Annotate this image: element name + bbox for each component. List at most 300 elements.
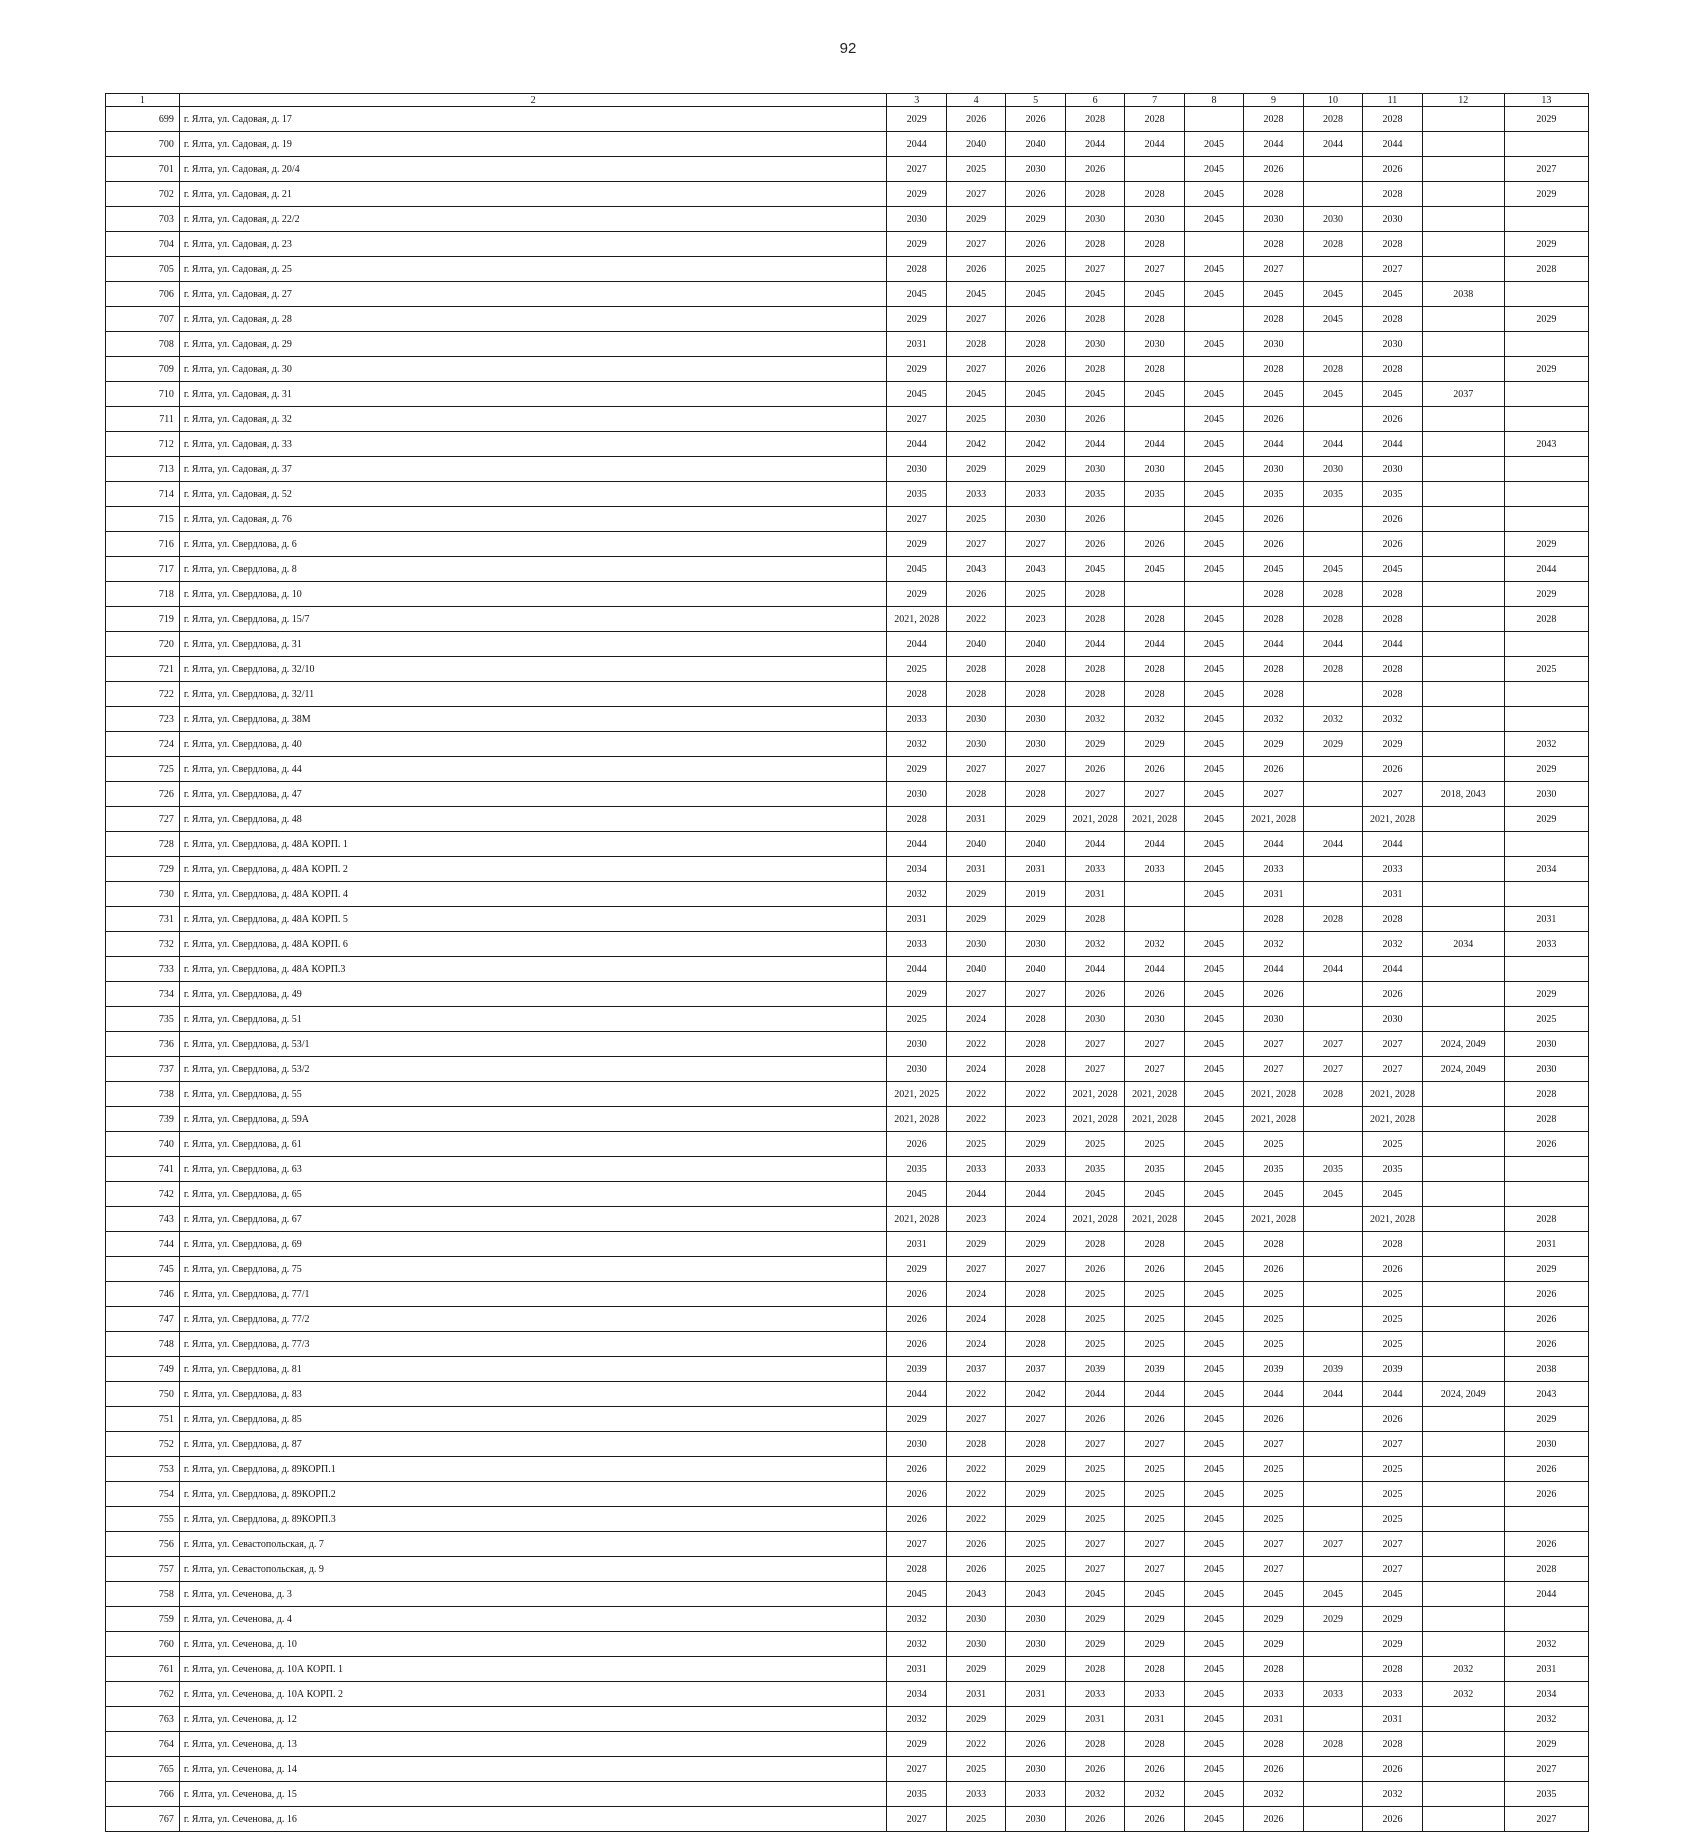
- table-row: [106, 1482, 1589, 1507]
- year-cell: 2045: [946, 382, 1005, 407]
- row-number-cell: 703: [106, 207, 180, 232]
- year-cell: 2030: [1006, 707, 1065, 732]
- year-cell: 2029: [1504, 107, 1588, 132]
- year-cell: 2026: [1504, 1307, 1588, 1332]
- year-cell: 2035: [1363, 482, 1422, 507]
- year-cell: 2026: [1244, 532, 1303, 557]
- year-cell: 2027: [946, 357, 1005, 382]
- year-cell: 2028: [1363, 1732, 1422, 1757]
- address-cell: г. Ялта, ул. Сеченова, д. 3: [179, 1582, 887, 1607]
- column-header: 12: [1422, 94, 1504, 107]
- year-cell: 2030: [946, 1632, 1005, 1657]
- year-cell: 2028: [1006, 1307, 1065, 1332]
- column-header: 10: [1303, 94, 1362, 107]
- year-cell: [1184, 232, 1243, 257]
- year-cell: 2027: [1504, 1807, 1588, 1832]
- schedule-table: [105, 93, 1589, 1832]
- year-cell: [1303, 1282, 1362, 1307]
- year-cell: 2045: [1184, 1632, 1243, 1657]
- row-number-cell: 742: [106, 1182, 180, 1207]
- year-cell: 2026: [1363, 157, 1422, 182]
- row-number-cell: 734: [106, 982, 180, 1007]
- address-cell: г. Ялта, ул. Свердлова, д. 89КОРП.3: [179, 1507, 887, 1532]
- year-cell: 2029: [1504, 582, 1588, 607]
- year-cell: [1422, 457, 1504, 482]
- year-cell: 2028: [1244, 657, 1303, 682]
- year-cell: 2030: [1504, 1432, 1588, 1457]
- year-cell: 2045: [1363, 557, 1422, 582]
- table-row: [106, 282, 1589, 307]
- year-cell: 2028: [1125, 1232, 1184, 1257]
- year-cell: 2030: [1006, 1632, 1065, 1657]
- year-cell: [1422, 1432, 1504, 1457]
- table-row: [106, 1532, 1589, 1557]
- year-cell: [1303, 1257, 1362, 1282]
- year-cell: 2027: [1125, 1432, 1184, 1457]
- year-cell: 2028: [1363, 107, 1422, 132]
- address-cell: г. Ялта, ул. Севастопольская, д. 9: [179, 1557, 887, 1582]
- year-cell: [1422, 1107, 1504, 1132]
- year-cell: 2027: [1125, 1557, 1184, 1582]
- table-row: [106, 1157, 1589, 1182]
- year-cell: [1303, 1132, 1362, 1157]
- year-cell: 2039: [887, 1357, 946, 1382]
- year-cell: 2029: [887, 757, 946, 782]
- year-cell: 2025: [1504, 657, 1588, 682]
- year-cell: 2030: [887, 1432, 946, 1457]
- year-cell: 2045: [1184, 957, 1243, 982]
- year-cell: 2045: [1184, 832, 1243, 857]
- year-cell: [1422, 832, 1504, 857]
- year-cell: 2028: [1363, 182, 1422, 207]
- year-cell: 2022: [946, 1732, 1005, 1757]
- year-cell: 2029: [887, 182, 946, 207]
- year-cell: 2028: [887, 1557, 946, 1582]
- year-cell: [1422, 582, 1504, 607]
- year-cell: 2045: [1184, 1782, 1243, 1807]
- year-cell: 2025: [1006, 1557, 1065, 1582]
- year-cell: 2028: [1303, 357, 1362, 382]
- year-cell: [1422, 1507, 1504, 1532]
- year-cell: 2027: [1065, 1557, 1124, 1582]
- year-cell: [1422, 207, 1504, 232]
- address-cell: г. Ялта, ул. Свердлова, д. 75: [179, 1257, 887, 1282]
- year-cell: 2028: [1125, 232, 1184, 257]
- year-cell: 2031: [887, 332, 946, 357]
- year-cell: [1303, 182, 1362, 207]
- row-number-cell: 754: [106, 1482, 180, 1507]
- year-cell: 2040: [1006, 832, 1065, 857]
- year-cell: 2026: [1504, 1282, 1588, 1307]
- year-cell: 2030: [1303, 207, 1362, 232]
- year-cell: [1422, 307, 1504, 332]
- year-cell: 2019: [1006, 882, 1065, 907]
- year-cell: [1422, 1157, 1504, 1182]
- year-cell: 2025: [1363, 1482, 1422, 1507]
- year-cell: [1422, 1707, 1504, 1732]
- year-cell: 2026: [887, 1457, 946, 1482]
- year-cell: 2045: [1244, 1582, 1303, 1607]
- year-cell: 2032: [1065, 932, 1124, 957]
- address-cell: г. Ялта, ул. Свердлова, д. 67: [179, 1207, 887, 1232]
- year-cell: 2038: [1422, 282, 1504, 307]
- address-cell: г. Ялта, ул. Садовая, д. 33: [179, 432, 887, 457]
- year-cell: [1422, 232, 1504, 257]
- year-cell: 2028: [1363, 682, 1422, 707]
- address-cell: г. Ялта, ул. Свердлова, д. 89КОРП.2: [179, 1482, 887, 1507]
- year-cell: 2028: [1244, 357, 1303, 382]
- address-cell: г. Ялта, ул. Свердлова, д. 53/1: [179, 1032, 887, 1057]
- year-cell: 2026: [1504, 1332, 1588, 1357]
- table-row: [106, 432, 1589, 457]
- year-cell: 2031: [1065, 1707, 1124, 1732]
- year-cell: 2044: [1125, 632, 1184, 657]
- address-cell: г. Ялта, ул. Свердлова, д. 32/10: [179, 657, 887, 682]
- address-cell: г. Ялта, ул. Свердлова, д. 10: [179, 582, 887, 607]
- year-cell: 2045: [1184, 707, 1243, 732]
- row-number-cell: 726: [106, 782, 180, 807]
- address-cell: г. Ялта, ул. Свердлова, д. 69: [179, 1232, 887, 1257]
- year-cell: 2021, 2028: [1244, 807, 1303, 832]
- year-cell: 2045: [1184, 1032, 1243, 1057]
- year-cell: 2028: [1065, 907, 1124, 932]
- year-cell: 2045: [1184, 1057, 1243, 1082]
- year-cell: 2027: [1244, 1032, 1303, 1057]
- year-cell: 2030: [1006, 1807, 1065, 1832]
- year-cell: 2031: [1504, 907, 1588, 932]
- year-cell: [1422, 1182, 1504, 1207]
- address-cell: г. Ялта, ул. Свердлова, д. 40: [179, 732, 887, 757]
- year-cell: 2044: [1125, 957, 1184, 982]
- year-cell: 2027: [1006, 1407, 1065, 1432]
- year-cell: 2027: [1244, 1057, 1303, 1082]
- year-cell: 2029: [887, 582, 946, 607]
- year-cell: 2045: [1184, 332, 1243, 357]
- row-number-cell: 724: [106, 732, 180, 757]
- year-cell: [1422, 1557, 1504, 1582]
- address-cell: г. Ялта, ул. Свердлова, д. 48А КОРП. 5: [179, 907, 887, 932]
- year-cell: 2032: [1363, 1782, 1422, 1807]
- year-cell: 2045: [1184, 732, 1243, 757]
- year-cell: [1422, 1807, 1504, 1832]
- table-row: [106, 1357, 1589, 1382]
- year-cell: 2028: [1363, 1232, 1422, 1257]
- year-cell: [1303, 1432, 1362, 1457]
- year-cell: 2044: [1244, 432, 1303, 457]
- year-cell: 2021, 2028: [1244, 1207, 1303, 1232]
- table-row: [106, 632, 1589, 657]
- year-cell: 2045: [1184, 132, 1243, 157]
- row-number-cell: 721: [106, 657, 180, 682]
- row-number-cell: 749: [106, 1357, 180, 1382]
- column-header: 6: [1065, 94, 1124, 107]
- year-cell: 2044: [946, 1182, 1005, 1207]
- year-cell: 2045: [1303, 1582, 1362, 1607]
- row-number-cell: 766: [106, 1782, 180, 1807]
- year-cell: 2028: [1303, 582, 1362, 607]
- year-cell: 2021, 2028: [1125, 1207, 1184, 1232]
- year-cell: [1422, 1082, 1504, 1107]
- table-row: [106, 907, 1589, 932]
- year-cell: 2030: [1006, 157, 1065, 182]
- column-header: 2: [179, 94, 887, 107]
- column-header: 1: [106, 94, 180, 107]
- year-cell: 2037: [946, 1357, 1005, 1382]
- year-cell: 2029: [1504, 357, 1588, 382]
- row-number-cell: 707: [106, 307, 180, 332]
- year-cell: 2031: [1363, 1707, 1422, 1732]
- year-cell: 2045: [1125, 557, 1184, 582]
- year-cell: 2030: [1006, 932, 1065, 957]
- row-number-cell: 744: [106, 1232, 180, 1257]
- year-cell: 2027: [1363, 1032, 1422, 1057]
- year-cell: [1303, 857, 1362, 882]
- year-cell: 2032: [1363, 707, 1422, 732]
- year-cell: 2045: [1184, 607, 1243, 632]
- year-cell: 2045: [1184, 1007, 1243, 1032]
- year-cell: [1422, 957, 1504, 982]
- year-cell: 2045: [1184, 1282, 1243, 1307]
- year-cell: 2045: [1065, 282, 1124, 307]
- table-row: [106, 1307, 1589, 1332]
- year-cell: 2045: [1184, 1407, 1243, 1432]
- table-row: [106, 1557, 1589, 1582]
- year-cell: [1422, 1357, 1504, 1382]
- year-cell: 2035: [1303, 482, 1362, 507]
- year-cell: 2045: [1244, 382, 1303, 407]
- address-cell: г. Ялта, ул. Свердлова, д. 15/7: [179, 607, 887, 632]
- year-cell: [1422, 1207, 1504, 1232]
- year-cell: 2033: [1065, 857, 1124, 882]
- year-cell: 2030: [1303, 457, 1362, 482]
- year-cell: 2045: [1303, 382, 1362, 407]
- year-cell: 2032: [1504, 1632, 1588, 1657]
- year-cell: 2025: [946, 1132, 1005, 1157]
- year-cell: 2033: [1363, 857, 1422, 882]
- year-cell: 2030: [946, 932, 1005, 957]
- column-header: 4: [946, 94, 1005, 107]
- year-cell: 2025: [1125, 1307, 1184, 1332]
- table-row: [106, 1607, 1589, 1632]
- year-cell: 2033: [1244, 857, 1303, 882]
- row-number-cell: 717: [106, 557, 180, 582]
- year-cell: 2044: [1244, 132, 1303, 157]
- year-cell: 2025: [1363, 1332, 1422, 1357]
- year-cell: 2045: [1184, 1582, 1243, 1607]
- table-row: [106, 107, 1589, 132]
- year-cell: 2045: [1125, 1182, 1184, 1207]
- year-cell: 2045: [1184, 1232, 1243, 1257]
- year-cell: 2044: [1363, 832, 1422, 857]
- year-cell: 2026: [1244, 1407, 1303, 1432]
- year-cell: 2027: [1125, 782, 1184, 807]
- year-cell: 2045: [1184, 1207, 1243, 1232]
- year-cell: 2030: [946, 732, 1005, 757]
- year-cell: 2044: [1303, 132, 1362, 157]
- year-cell: 2025: [1125, 1282, 1184, 1307]
- year-cell: 2043: [1504, 1382, 1588, 1407]
- year-cell: 2025: [1244, 1457, 1303, 1482]
- address-cell: г. Ялта, ул. Свердлова, д. 53/2: [179, 1057, 887, 1082]
- year-cell: 2026: [1504, 1532, 1588, 1557]
- year-cell: 2033: [1363, 1682, 1422, 1707]
- year-cell: 2028: [1065, 582, 1124, 607]
- year-cell: [1504, 132, 1588, 157]
- year-cell: 2021, 2028: [887, 607, 946, 632]
- year-cell: 2045: [1184, 1432, 1243, 1457]
- year-cell: [1303, 532, 1362, 557]
- column-header: 13: [1504, 94, 1588, 107]
- year-cell: 2044: [887, 957, 946, 982]
- year-cell: [1422, 107, 1504, 132]
- year-cell: 2022: [946, 1382, 1005, 1407]
- year-cell: 2028: [1244, 307, 1303, 332]
- year-cell: 2026: [1244, 1807, 1303, 1832]
- year-cell: 2018, 2043: [1422, 782, 1504, 807]
- year-cell: 2026: [1244, 507, 1303, 532]
- table-row: [106, 1332, 1589, 1357]
- year-cell: 2045: [1184, 807, 1243, 832]
- year-cell: 2027: [1125, 1032, 1184, 1057]
- year-cell: 2030: [887, 1032, 946, 1057]
- year-cell: 2029: [1065, 1632, 1124, 1657]
- address-cell: г. Ялта, ул. Свердлова, д. 61: [179, 1132, 887, 1157]
- row-number-cell: 762: [106, 1682, 180, 1707]
- row-number-cell: 755: [106, 1507, 180, 1532]
- address-cell: г. Ялта, ул. Свердлова, д. 8: [179, 557, 887, 582]
- table-row: [106, 1432, 1589, 1457]
- year-cell: [1125, 582, 1184, 607]
- year-cell: [1422, 357, 1504, 382]
- table-row: [106, 732, 1589, 757]
- year-cell: 2044: [1363, 957, 1422, 982]
- year-cell: [1422, 807, 1504, 832]
- year-cell: 2029: [1504, 182, 1588, 207]
- year-cell: 2027: [1363, 782, 1422, 807]
- year-cell: 2045: [1006, 382, 1065, 407]
- year-cell: 2045: [1184, 257, 1243, 282]
- year-cell: 2045: [1184, 1357, 1243, 1382]
- year-cell: 2043: [946, 557, 1005, 582]
- year-cell: 2045: [1184, 1657, 1243, 1682]
- header-row: [106, 94, 1589, 107]
- year-cell: 2025: [1065, 1132, 1124, 1157]
- year-cell: [1422, 882, 1504, 907]
- table-row: [106, 707, 1589, 732]
- address-cell: г. Ялта, ул. Сеченова, д. 15: [179, 1782, 887, 1807]
- year-cell: 2030: [1006, 507, 1065, 532]
- year-cell: 2031: [1065, 882, 1124, 907]
- year-cell: 2030: [1244, 1007, 1303, 1032]
- year-cell: [1422, 1257, 1504, 1282]
- year-cell: 2032: [887, 732, 946, 757]
- year-cell: 2045: [1184, 632, 1243, 657]
- year-cell: 2044: [1065, 132, 1124, 157]
- year-cell: 2022: [946, 607, 1005, 632]
- year-cell: 2045: [1184, 1482, 1243, 1507]
- address-cell: г. Ялта, ул. Свердлова, д. 63: [179, 1157, 887, 1182]
- year-cell: 2031: [1006, 857, 1065, 882]
- year-cell: 2026: [1363, 407, 1422, 432]
- year-cell: [1422, 257, 1504, 282]
- year-cell: 2027: [1006, 982, 1065, 1007]
- year-cell: 2027: [887, 1757, 946, 1782]
- address-cell: г. Ялта, ул. Свердлова, д. 87: [179, 1432, 887, 1457]
- row-number-cell: 730: [106, 882, 180, 907]
- year-cell: 2029: [1006, 907, 1065, 932]
- year-cell: [1504, 632, 1588, 657]
- year-cell: [1422, 1132, 1504, 1157]
- year-cell: 2030: [1065, 332, 1124, 357]
- row-number-cell: 714: [106, 482, 180, 507]
- year-cell: 2026: [1006, 357, 1065, 382]
- year-cell: 2028: [1504, 607, 1588, 632]
- table-row: [106, 682, 1589, 707]
- table-row: [106, 1457, 1589, 1482]
- year-cell: 2030: [887, 457, 946, 482]
- year-cell: [1422, 1232, 1504, 1257]
- year-cell: [1303, 407, 1362, 432]
- row-number-cell: 748: [106, 1332, 180, 1357]
- year-cell: 2028: [946, 782, 1005, 807]
- year-cell: 2029: [1006, 1707, 1065, 1732]
- year-cell: 2028: [1065, 182, 1124, 207]
- year-cell: 2028: [1303, 107, 1362, 132]
- year-cell: [1303, 682, 1362, 707]
- year-cell: 2026: [1125, 1407, 1184, 1432]
- year-cell: 2032: [1244, 1782, 1303, 1807]
- year-cell: 2028: [1363, 1657, 1422, 1682]
- year-cell: 2027: [1125, 257, 1184, 282]
- year-cell: 2028: [1065, 357, 1124, 382]
- year-cell: [1422, 632, 1504, 657]
- year-cell: 2045: [1184, 482, 1243, 507]
- table-row: [106, 232, 1589, 257]
- year-cell: 2045: [1363, 1582, 1422, 1607]
- table-row: [106, 1382, 1589, 1407]
- year-cell: 2031: [887, 907, 946, 932]
- year-cell: 2031: [946, 857, 1005, 882]
- year-cell: 2029: [1504, 807, 1588, 832]
- table-row: [106, 1407, 1589, 1432]
- year-cell: [1504, 482, 1588, 507]
- year-cell: 2028: [1125, 182, 1184, 207]
- year-cell: 2034: [1504, 857, 1588, 882]
- year-cell: 2025: [1125, 1332, 1184, 1357]
- address-cell: г. Ялта, ул. Садовая, д. 29: [179, 332, 887, 357]
- year-cell: 2023: [1006, 607, 1065, 632]
- year-cell: 2044: [1065, 1382, 1124, 1407]
- address-cell: г. Ялта, ул. Свердлова, д. 77/1: [179, 1282, 887, 1307]
- address-cell: г. Ялта, ул. Севастопольская, д. 7: [179, 1532, 887, 1557]
- year-cell: 2027: [1303, 1057, 1362, 1082]
- year-cell: 2028: [1363, 357, 1422, 382]
- year-cell: 2045: [1184, 1307, 1243, 1332]
- year-cell: 2044: [1244, 1382, 1303, 1407]
- year-cell: 2045: [1184, 1732, 1243, 1757]
- row-number-cell: 710: [106, 382, 180, 407]
- row-number-cell: 746: [106, 1282, 180, 1307]
- year-cell: 2025: [946, 507, 1005, 532]
- year-cell: 2030: [1065, 1007, 1124, 1032]
- year-cell: 2028: [1504, 1082, 1588, 1107]
- table-row: [106, 832, 1589, 857]
- year-cell: [1303, 1632, 1362, 1657]
- year-cell: 2027: [946, 532, 1005, 557]
- year-cell: [1504, 882, 1588, 907]
- year-cell: [1422, 557, 1504, 582]
- year-cell: 2026: [1363, 1257, 1422, 1282]
